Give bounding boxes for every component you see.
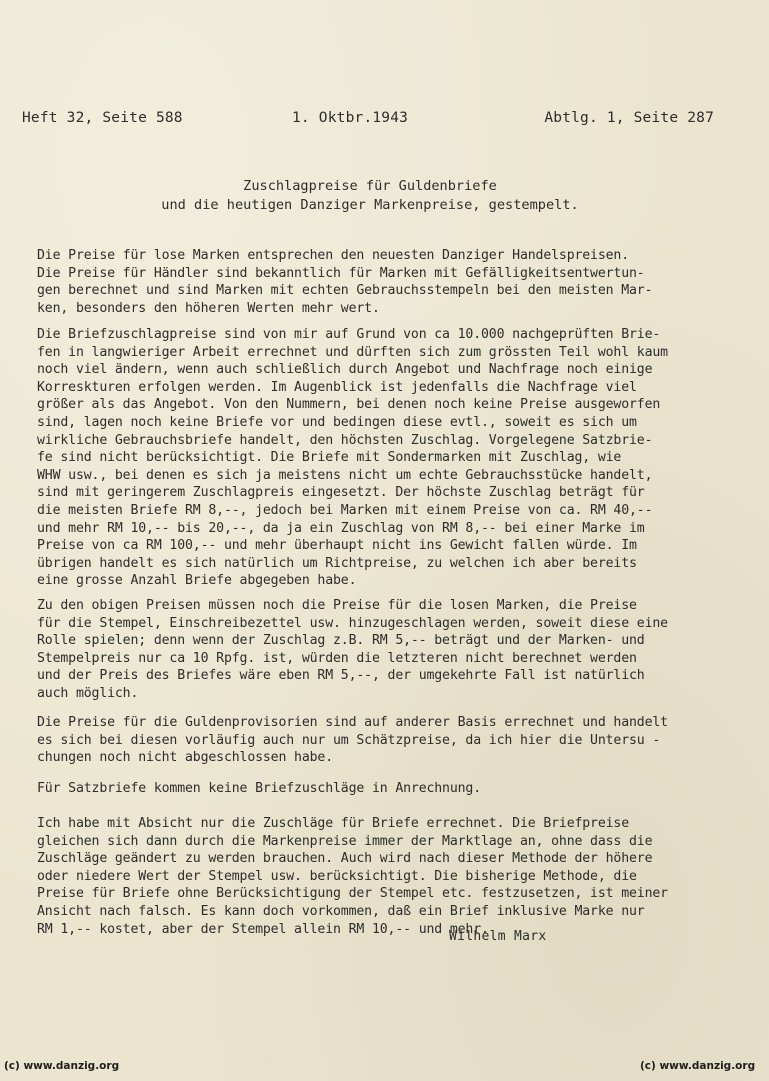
document-title [120, 177, 620, 215]
page-header [22, 110, 714, 132]
header-section-page: Abtlg. 1, Seite 287 [544, 110, 714, 126]
paragraph-set-letters: Für Satzbriefe kommen keine Briefzuschläge in Anrechnung. [37, 781, 482, 796]
title-line-2: und die heutigen Danziger Markenpreise, gestempelt. [161, 197, 579, 213]
signature: Wilhelm Marx [449, 929, 547, 944]
paragraph-loose-stamps: Die Preise für lose Marken entsprechen den neuesten Danziger Handelspreisen. Die Preise für Händler sind bekanntlich für Marken mit Gefälligkeitsentwertun- gen berechnet und sind Marken mit echten Gebrauchsstempeln bei den meisten Mar- ken, besonders den höheren Werten mehr wert. [37, 248, 653, 316]
paragraph-letter-surcharge: Die Briefzuschlagpreise sind von mir auf Grund von ca 10.000 nachgeprüften Brie- fen in langwieriger Arbeit errechnet und dürften sich zum grössten Teil wohl kaum noch viel ändern, wenn auch schließlich durch Angebot und Nachfrage noch einige Korreskturen erfolgen werden. Im Augenblick ist jedenfalls die Nachfrage viel größer als das Angebot. Von den Nummern, bei denen noch keine Preise ausgeworfen sind, lagen noch keine Briefe vor und bedingen diese evtl., soweit es sich um wirkliche Gebrauchsbriefe handelt, den höchsten Zuschlag. Vorgelegene Satzbrie- fe sind nicht berücksichtigt. Die Briefe mit Sondermarken mit Zuschlag, wie WHW usw., bei denen es sich ja meistens nicht um echte Gebrauchsstücke handelt, sind mit geringerem Zuschlagpreis eingesetzt. Der höchste Zuschlag beträgt für die meisten Briefe RM 8,--, jedoch bei Marken mit einem Preise von ca. RM 40,-- und mehr RM 10,-- bis 20,--, da ja ein Zuschlag von RM 8,-- bei einer Marke im Preise von ca RM 100,-- und mehr überhaupt nicht ins Gewicht fallen würde. Im übrigen handelt es sich natürlich um Richtpreise, zu welchen ich aber bereits eine grosse Anzahl Briefe abgegeben habe. [37, 327, 668, 589]
title-line-1: Zuschlagpreise für Guldenbriefe [243, 178, 497, 194]
paragraph-gulden-provisionals: Die Preise für die Guldenprovisorien sind auf anderer Basis errechnet und handelt es sich bei diesen vorläufig auch nur um Schätzpreise, da ich hier die Untersu - chungen noch nicht abgeschlossen habe. [37, 715, 668, 766]
paragraph-method: Ich habe mit Absicht nur die Zuschläge für Briefe errechnet. Die Briefpreise gleichen sich dann durch die Markenpreise immer der Marktlage an, ohne dass die Zuschläge geändert zu werden brauchen. Auch wird nach dieser Methode der höhere oder niedere Wert der Stempel usw. berücksichtigt. Die bisherige Methode, die Preise für Briefe ohne Berücksichtigung der Stempel etc. festzusetzen, ist meiner Ansicht nach falsch. Es kann doch vorkommen, daß ein Brief inklusive Marke nur RM 1,-- kostet, aber der Stempel allein RM 10,-- und mehr. [37, 816, 668, 937]
paragraph-additional-prices: Zu den obigen Preisen müssen noch die Preise für die losen Marken, die Preise für die Stempel, Einschreibezettel usw. hinzugeschlagen werden, soweit diese eine Rolle spielen; denn wenn der Zuschlag z.B. RM 5,-- beträgt und der Marken- und Stempelpreis nur ca 10 Rpfg. ist, würden die letzteren nicht berechnet werden und der Preis des Briefes wäre eben RM 5,--, der umgekehrte Fall ist natürlich auch möglich. [37, 598, 668, 701]
header-date: 1. Oktbr.1943 [292, 110, 409, 126]
footer-copyright-right: (c) www.danzig.org [640, 1060, 756, 1072]
header-issue-page: Heft 32, Seite 588 [22, 110, 183, 126]
footer-copyright-left: (c) www.danzig.org [4, 1060, 120, 1072]
